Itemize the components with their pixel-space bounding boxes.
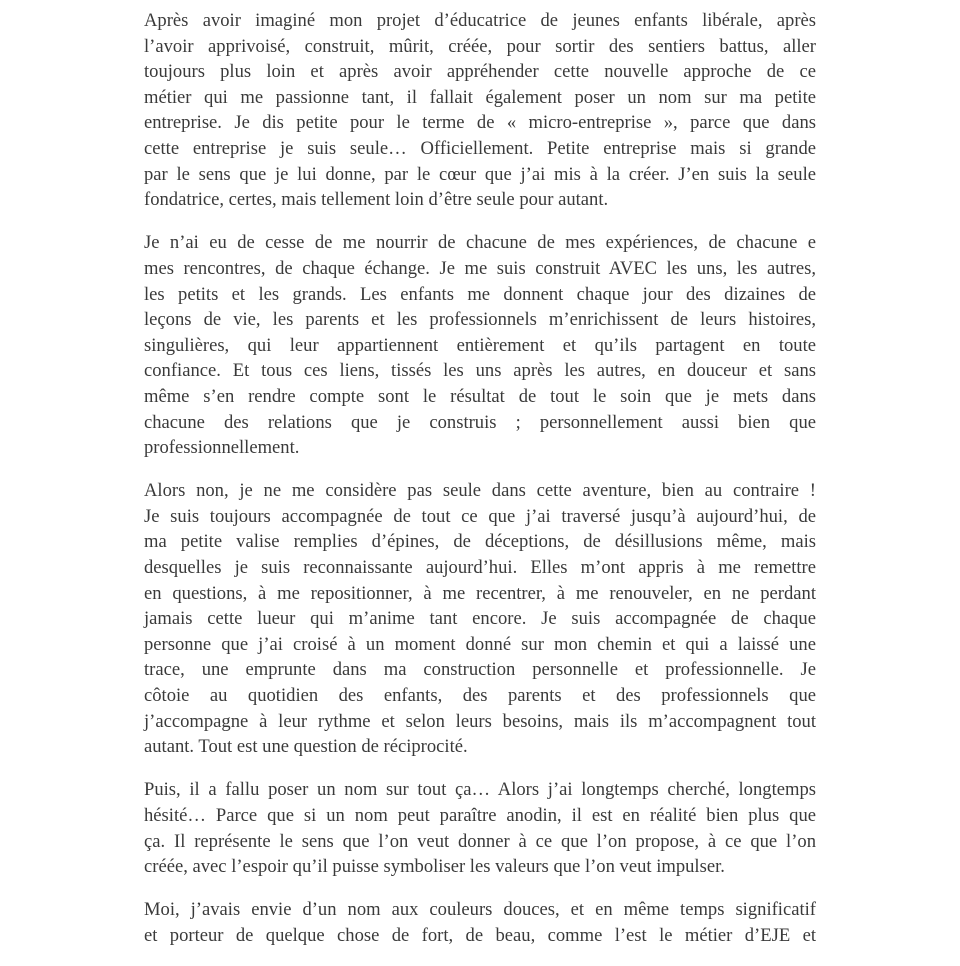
text-line: l’avoir apprivoisé, construit, mûrit, créée, pour sortir des sentiers battus, aller [144, 35, 816, 57]
text-line: singulières, qui leur appartiennent entièrement et qu’ils partagent en toute [144, 334, 816, 356]
text-line: créée, avec l’espoir qu’il puisse symboliser les valeurs que l’on veut impulser. [144, 856, 725, 878]
text-line: Après avoir imaginé mon projet d’éducatrice de jeunes enfants libérale, après [144, 10, 816, 31]
text-line: mes rencontres, de chaque échange. Je me suis construit AVEC les uns, les autres, [144, 257, 816, 279]
paragraph-2 [144, 230, 816, 460]
text-line: hésité… Parce que si un nom peut paraître anodin, il est en réalité bien plus que [144, 805, 816, 826]
text-line: autant. Tout est une question de réciprocité. [144, 736, 468, 758]
text-line: leçons de vie, les parents et les professionnels m’enrichissent de leurs histoires, [144, 309, 816, 331]
text-line: Je n’ai eu de cesse de me nourrir de chacune de mes expériences, de chacune e [144, 232, 816, 254]
text-line: métier qui me passionne tant, il fallait également poser un nom sur ma petite [144, 86, 816, 108]
text-line: trace, une emprunte dans ma construction personnelle et professionnelle. Je [144, 659, 816, 681]
text-line: ça. Il représente le sens que l’on veut donner à ce que l’on propose, à ce que l’on [144, 830, 816, 852]
text-line: et porteur de quelque chose de fort, de beau, comme l’est le métier d’EJE et [144, 924, 816, 946]
text-line: les petits et les grands. Les enfants me donnent chaque jour des dizaines de [144, 283, 816, 305]
text-line: Moi, j’avais envie d’un nom aux couleurs douces, et en même temps significatif [144, 899, 816, 921]
document-page [144, 8, 816, 966]
text-line: confiance. Et tous ces liens, tissés les uns après les autres, en douceur et sans [144, 360, 816, 382]
text-line: desquelles je suis reconnaissante aujourd’hui. Elles m’ont appris à me remettre [144, 557, 816, 579]
text-line: Je suis toujours accompagnée de tout ce que j’ai traversé jusqu’à aujourd’hui, de [144, 505, 816, 527]
text-line: même s’en rendre compte sont le résultat de tout le soin que je mets dans [144, 385, 816, 407]
text-line: cette entreprise je suis seule… Officiellement. Petite entreprise mais si grande [144, 137, 816, 159]
paragraph-3 [144, 478, 816, 760]
text-line: ma petite valise remplies d’épines, de déceptions, de désillusions même, mais [144, 531, 816, 553]
text-line: par le sens que je lui donne, par le cœur que j’ai mis à la créer. J’en suis la seule [144, 163, 816, 185]
text-line: côtoie au quotidien des enfants, des parents et des professionnels que [144, 685, 816, 707]
text-line: toujours plus loin et après avoir appréhender cette nouvelle approche de ce [144, 61, 816, 83]
text-line: entreprise. Je dis petite pour le terme de « micro-entreprise », parce que dans [144, 112, 816, 134]
text-line: en questions, à me repositionner, à me recentrer, à me renouveler, en ne perdant [144, 582, 816, 604]
text-line: professionnellement. [144, 437, 300, 459]
text-line: jamais cette lueur qui m’anime tant encore. Je suis accompagnée de chaque [144, 608, 816, 630]
paragraph-4 [144, 777, 816, 879]
text-line: Puis, il a fallu poser un nom sur tout ça… Alors j’ai longtemps cherché, longtemps [144, 779, 816, 801]
text-line: Alors non, je ne me considère pas seule dans cette aventure, bien au contraire ! [144, 480, 816, 502]
paragraph-1 [144, 8, 816, 213]
text-line: fondatrice, certes, mais tellement loin d’être seule pour autant. [144, 189, 609, 211]
paragraph-5 [144, 897, 816, 948]
text-line: personne que j’ai croisé à un moment donné sur mon chemin et qui a laissé une [144, 633, 816, 655]
text-line: chacune des relations que je construis ; personnellement aussi bien que [144, 411, 816, 433]
text-line: j’accompagne à leur rythme et selon leurs besoins, mais ils m’accompagnent tout [144, 710, 816, 732]
